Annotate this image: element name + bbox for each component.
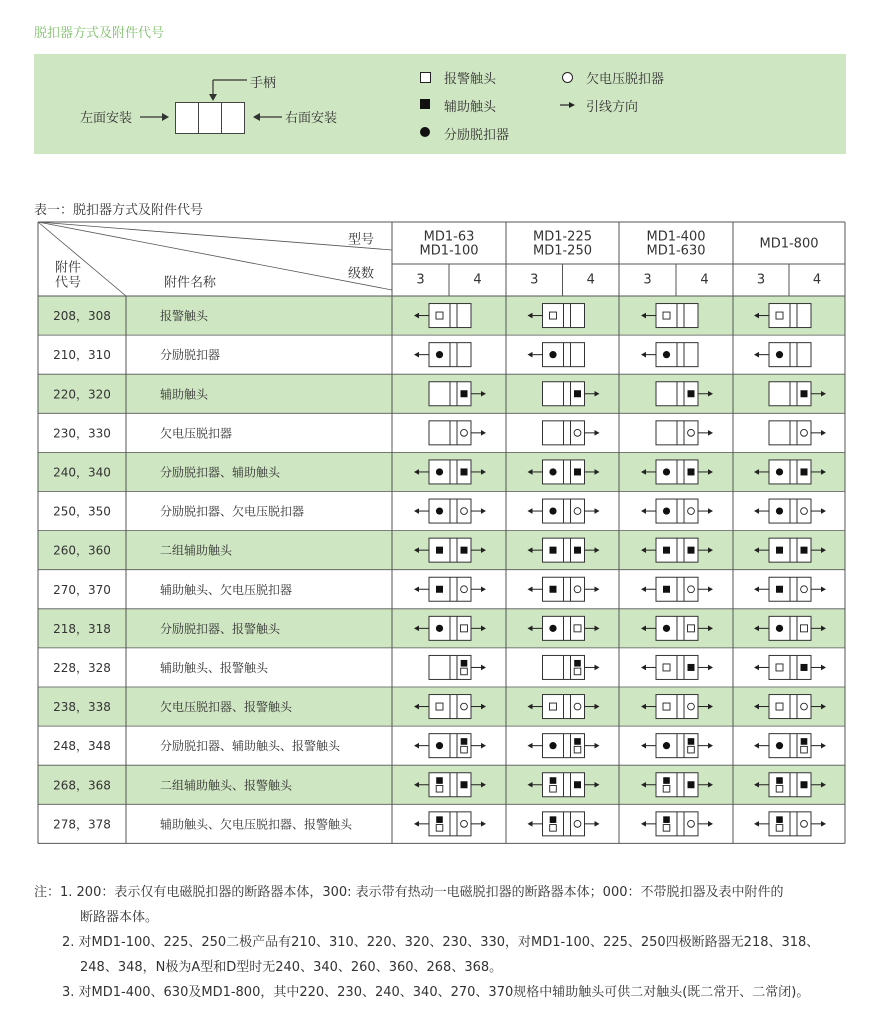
shunt-release-icon [549,742,556,749]
undervoltage-release-icon [801,508,808,515]
auxiliary-contact-icon [461,781,468,788]
lead-arrow-icon [414,586,419,592]
shunt-release-icon [776,742,783,749]
accessory-code: 250，350 [53,504,111,519]
accessory-code: 248，348 [53,739,111,754]
auxiliary-contact-icon [801,664,808,671]
lead-arrow-icon [821,743,826,749]
lead-arrow-icon [481,586,486,592]
undervoltage-release-icon [801,820,808,827]
model-name: MD1-800 [759,236,819,252]
undervoltage-release-icon [688,586,695,593]
accessory-name: 分励脱扣器、欠电压脱扣器 [160,504,305,519]
accessory-name: 欠电压脱扣器、报警触头 [160,700,293,715]
legend-left-label: 左面安装 [80,111,133,126]
notes-section [34,880,854,1005]
auxiliary-contact-icon [688,664,695,671]
alarm-contact-icon [574,625,581,632]
pole-count: 4 [700,272,709,288]
lead-arrow-icon [754,665,759,671]
header-name-label: 附件名称 [163,275,217,291]
alarm-contact-icon [436,825,443,832]
note-line: 2. 对MD1-100、225、250二极产品有210、310、220、320、230、330，对MD1-100、225、250四极断路器无218、318、 [62,935,820,950]
shunt-release-icon [549,625,556,632]
accessory-name: 辅助触头、欠电压脱扣器、报警触头 [160,817,353,832]
note-line: 注：1. 200：表示仅有电磁脱扣器的断路器本体，300: 表示带有热动一电磁脱扣器的断路器本体；000：不带脱扣器及表中附件的 [34,885,784,900]
model-name: MD1-225 [532,229,593,245]
accessory-code: 238，338 [53,700,111,715]
shunt-release-icon [436,742,443,749]
auxiliary-contact-icon [801,468,808,475]
lead-arrow-icon [754,586,759,592]
alarm-contact-icon [550,703,557,710]
shunt-release-icon [549,351,556,358]
shunt-release-icon [776,625,783,632]
accessory-name: 报警触头 [160,309,209,324]
auxiliary-contact-icon [550,816,557,823]
shunt-release-icon [436,351,443,358]
legend-item-label: 辅助触头 [444,100,497,115]
undervoltage-release-icon [801,703,808,710]
accessory-name: 分励脱扣器、辅助触头、报警触头 [160,739,341,754]
auxiliary-contact-icon [663,547,670,554]
model-name: MD1-630 [646,243,706,259]
lead-arrow-icon [528,743,533,749]
alarm-contact-icon [461,625,468,632]
lead-arrow-icon [414,821,419,827]
undervoltage-release-icon [688,820,695,827]
undervoltage-release-icon [688,508,695,515]
lead-arrow-icon [528,586,533,592]
accessory-name: 分励脱扣器、辅助触头 [160,465,281,480]
shunt-release-icon [549,507,556,514]
pole-count: 3 [643,272,652,288]
lead-arrow-icon [821,821,826,827]
shunt-release-icon [776,351,783,358]
auxiliary-contact-icon [436,547,443,554]
accessory-code: 270，370 [53,582,111,597]
shunt-release-icon [663,507,670,514]
accessory-name: 二组辅助触头、报警触头 [160,778,293,793]
lead-arrow-icon [641,743,646,749]
shunt-release-icon [436,625,443,632]
auxiliary-contact-icon [574,738,581,745]
lead-arrow-icon [641,821,646,827]
shunt-release-icon [549,468,556,475]
auxiliary-contact-icon [461,547,468,554]
accessory-name: 二组辅助触头 [160,543,233,558]
pole-count: 3 [756,272,766,288]
lead-arrow-icon [641,352,646,358]
lead-arrow-icon [528,508,533,514]
auxiliary-contact-icon [688,390,695,397]
lead-arrow-icon [595,821,600,827]
auxiliary-contact-icon [461,660,468,667]
header-diagonal [38,222,126,296]
lead-arrow-icon [595,743,600,749]
alarm-contact-icon [776,312,783,319]
auxiliary-contact-icon [461,468,468,475]
auxiliary-contact-icon [574,547,581,554]
undervoltage-release-icon [574,429,581,436]
undervoltage-release-icon [461,820,468,827]
lead-arrow-icon [414,743,419,749]
lead-arrow-icon [821,430,826,436]
lead-arrow-icon [481,430,486,436]
lead-arrow-icon [481,665,486,671]
shunt-release-icon [776,507,783,514]
note-line: 断路器本体。 [80,910,159,925]
alarm-contact-icon [776,703,783,710]
accessory-code: 240，340 [53,465,111,480]
model-name: MD1-63 [423,229,475,245]
auxiliary-contact-icon [663,777,670,784]
accessory-name: 辅助触头 [160,387,209,402]
pole-count: 4 [812,272,822,288]
model-name: MD1-400 [646,229,706,245]
undervoltage-release-icon [574,703,581,710]
undervoltage-release-icon [574,586,581,593]
alarm-contact-icon [461,668,468,675]
shunt-release-icon [436,507,443,514]
alarm-contact-icon [550,825,557,832]
lead-arrow-icon [481,821,486,827]
alarm-contact-icon [436,312,443,319]
alarm-contact-icon [461,746,468,753]
auxiliary-contact-icon [688,781,695,788]
auxiliary-contact-icon [776,586,783,593]
auxiliary-contact-icon [574,468,581,475]
alarm-contact-icon [776,785,783,792]
undervoltage-release-icon [574,508,581,515]
auxiliary-contact-icon [461,738,468,745]
alarm-contact-icon [550,312,557,319]
lead-arrow-icon [414,508,419,514]
accessory-code: 210，310 [53,348,111,363]
lead-arrow-icon [641,586,646,592]
lead-arrow-icon [754,352,759,358]
auxiliary-contact-icon [776,777,783,784]
shunt-release-icon [436,468,443,475]
auxiliary-contact-icon [436,777,443,784]
shunt-release-icon [776,468,783,475]
header-model-label: 型号 [347,232,374,248]
lead-arrow-icon [708,508,713,514]
pole-count: 3 [416,272,425,288]
undervoltage-release-icon [461,429,468,436]
undervoltage-release-icon [801,586,808,593]
lead-arrow-icon [754,821,759,827]
alarm-contact-icon [663,785,670,792]
lead-arrow-icon [528,821,533,827]
accessory-code: 230，330 [53,426,111,441]
alarm-contact-icon [776,825,783,832]
auxiliary-contact-icon [663,816,670,823]
header-poles-label: 级数 [347,266,374,282]
header-code-label: 附件 [54,260,82,276]
lead-arrow-icon [708,430,713,436]
accessory-name: 分励脱扣器、报警触头 [160,621,281,636]
pole-count: 4 [473,272,482,288]
pole-count: 4 [586,272,595,288]
lead-arrow-icon [708,665,713,671]
lead-arrow-icon [821,665,826,671]
legend-item-label: 报警触头 [444,72,497,87]
auxiliary-contact-icon [776,816,783,823]
auxiliary-contact-icon [801,390,808,397]
lead-arrow-icon [708,586,713,592]
auxiliary-contact-icon [688,468,695,475]
accessory-code: 260，360 [53,543,111,558]
auxiliary-contact-icon [574,660,581,667]
note-line: 3. 对MD1-400、630及MD1-800，其中220、230、240、340、270、370规格中辅助触头可供二对触头(既二常开、二常闭)。 [62,985,810,1000]
shunt-release-icon [663,351,670,358]
lead-arrow-icon [595,586,600,592]
header-diagonal [38,222,392,250]
accessory-name: 辅助触头、欠电压脱扣器 [160,582,293,597]
auxiliary-contact-icon [663,586,670,593]
auxiliary-contact-icon [574,390,581,397]
alarm-contact-icon [801,746,808,753]
auxiliary-contact-icon [801,781,808,788]
alarm-contact-icon [436,703,443,710]
alarm-contact-icon [550,785,557,792]
accessory-code: 278，378 [53,817,111,832]
alarm-contact-icon [688,625,695,632]
undervoltage-release-icon [574,820,581,827]
auxiliary-contact-icon [550,777,557,784]
lead-arrow-icon [708,821,713,827]
accessory-code: 218，318 [53,621,111,636]
note-line: 248、348，N极为A型和D型时无240、340、260、360、268、368。 [80,960,503,975]
alarm-contact-icon [574,746,581,753]
undervoltage-release-icon [461,703,468,710]
accessory-code: 208，308 [53,309,111,324]
auxiliary-contact-icon [688,547,695,554]
shunt-release-icon [663,742,670,749]
lead-arrow-icon [641,508,646,514]
accessory-name: 欠电压脱扣器 [160,426,233,441]
auxiliary-contact-icon [801,738,808,745]
accessory-name: 辅助触头、报警触头 [160,660,269,675]
alarm-contact-icon [436,785,443,792]
lead-arrow-icon [595,508,600,514]
section-title: 脱扣器方式及附件代号 [34,26,165,41]
lead-arrow-icon [595,665,600,671]
alarm-contact-icon [663,825,670,832]
undervoltage-release-icon [688,703,695,710]
undervoltage-release-icon [801,429,808,436]
shunt-release-icon [663,468,670,475]
model-name: MD1-100 [419,243,479,259]
undervoltage-release-icon [461,508,468,515]
alarm-contact-icon [776,664,783,671]
accessory-code: 228，328 [53,660,111,675]
lead-arrow-icon [414,352,419,358]
auxiliary-contact-icon [461,390,468,397]
accessory-code: 220，320 [53,387,111,402]
auxiliary-contact-icon [436,816,443,823]
lead-arrow-icon [595,430,600,436]
alarm-contact-icon [663,312,670,319]
alarm-contact-icon [688,746,695,753]
auxiliary-contact-icon [550,547,557,554]
lead-arrow-icon [821,508,826,514]
undervoltage-release-icon [688,429,695,436]
pole-count: 3 [530,272,539,288]
lead-arrow-icon [708,743,713,749]
accessory-name: 分励脱扣器 [160,348,221,363]
lead-arrow-icon [528,352,533,358]
lead-arrow-icon [641,665,646,671]
accessory-code: 268，368 [53,778,111,793]
legend-item-label: 分励脱扣器 [444,128,510,143]
alarm-contact-icon [574,668,581,675]
legend-handle-label: 手柄 [250,76,277,91]
auxiliary-contact-icon [801,547,808,554]
legend-item-label: 欠电压脱扣器 [586,72,665,87]
lead-arrow-icon [754,743,759,749]
auxiliary-contact-icon [776,547,783,554]
auxiliary-contact-icon [436,586,443,593]
lead-arrow-icon [754,508,759,514]
table-title: 表一：脱扣器方式及附件代号 [34,203,204,218]
lead-arrow-icon [481,508,486,514]
alarm-contact-icon [663,664,670,671]
undervoltage-release-icon [461,586,468,593]
shunt-release-icon [663,625,670,632]
lead-arrow-icon [481,743,486,749]
alarm-contact-icon [663,703,670,710]
header-code-label: 代号 [54,275,82,291]
alarm-contact-icon [801,625,808,632]
lead-arrow-icon [821,586,826,592]
legend-item-label: 引线方向 [586,100,639,115]
auxiliary-contact-icon [550,586,557,593]
legend-right-label: 右面安装 [285,111,338,126]
auxiliary-contact-icon [688,738,695,745]
auxiliary-contact-icon [574,781,581,788]
model-name: MD1-250 [532,243,593,259]
